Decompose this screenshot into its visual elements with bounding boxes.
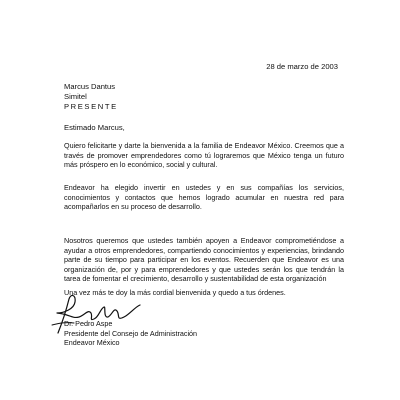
recipient-label: PRESENTE <box>64 102 118 112</box>
paragraph-1: Quiero felicitarte y darte la bienvenida a la familia de Endeavor México. Creemos que a través de promover emprendedores como tú lograremos que México tenga un futuro más próspero en lo económico, social y cultural. <box>64 141 344 170</box>
signer-organization: Endeavor México <box>64 338 120 348</box>
signer-title: Presidente del Consejo de Administración <box>64 328 198 338</box>
recipient-company: Simitel <box>64 92 87 102</box>
recipient-name: Marcus Dantus <box>64 82 116 91</box>
paragraph-3: Nosotros queremos que ustedes también apoyen a Endeavor comprometiéndose a ayudar a otros emprendedores, compartiendo conocimientos y experiencias, brindando parte de su tiempo para participar en los eventos. Recuerden que Endeavor es una organización de, por y para emprendedores y que ustedes serán los que tendrán la tarea de fomentar el crecimiento, desarrollo y sustentabilidad de esta organización <box>64 236 344 284</box>
recipient-block <box>64 82 118 113</box>
signer-block <box>64 319 197 348</box>
letter-date: 28 de marzo de 2003 <box>266 62 338 71</box>
paragraph-2: Endeavor ha elegido invertir en ustedes y en sus compañías los servicios, conocimientos y contactos que hemos logrado acumular en nuestra red para acompañarlos en su proceso de desarrollo. <box>64 183 344 212</box>
signer-name: Dr. Pedro Aspe <box>64 319 113 328</box>
paragraph-4: Una vez más te doy la más cordial bienvenida y quedo a tus órdenes. <box>64 288 286 297</box>
salutation: Estimado Marcus, <box>64 123 125 132</box>
